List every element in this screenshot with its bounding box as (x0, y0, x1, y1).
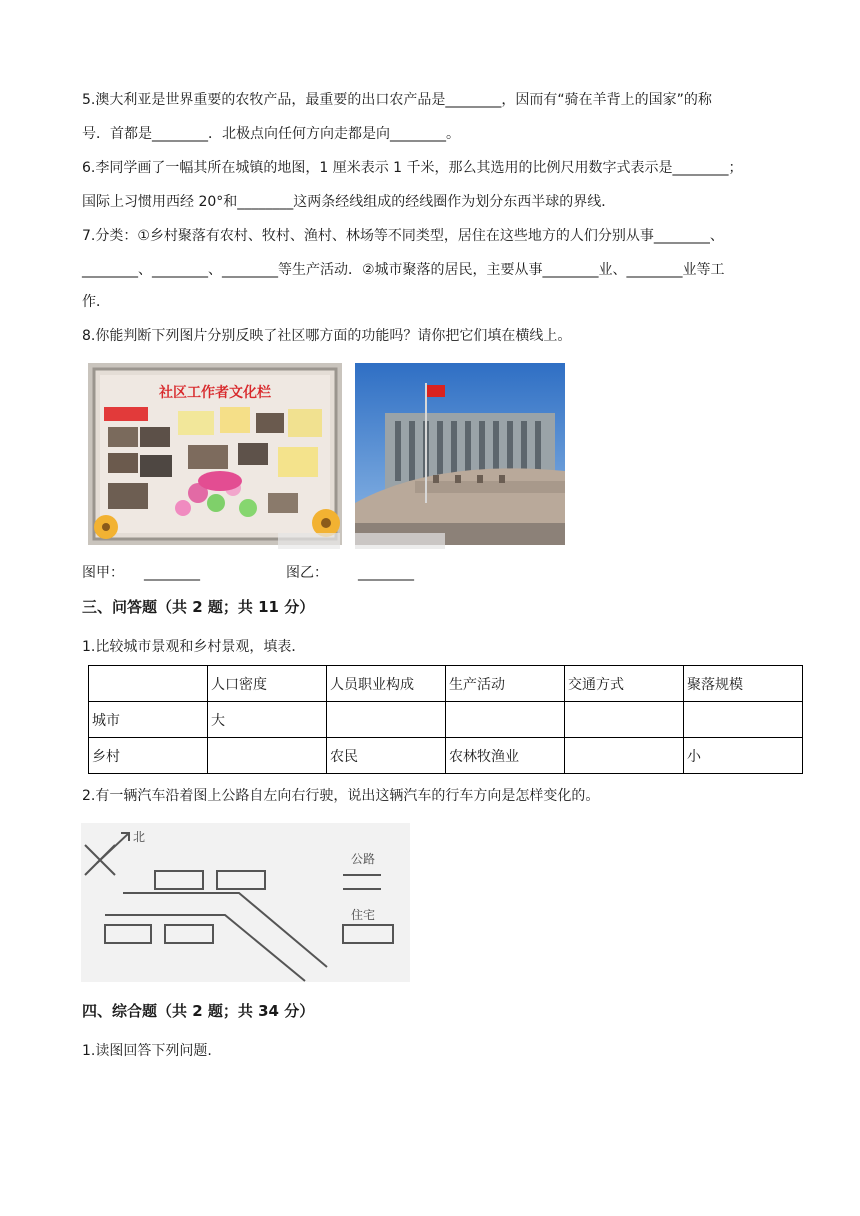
q6-line-2: 国际上习惯用西经 20°和________这两条经线组成的经线圈作为划分东西半球的界线． (82, 194, 616, 210)
legend-road-label: 公路 (351, 852, 376, 866)
q5-line-2: 号．首都是________．北极点向任何方向走都是向________。 (82, 126, 460, 142)
table-header-cell: 交通方式 (565, 666, 684, 702)
table-header-cell: 人口密度 (208, 666, 327, 702)
q6-line-1: 6.李同学画了一幅其所在城镇的地图，1 厘米表示 1 千米，那么其选用的比例尺用数字式表示是________； (82, 160, 743, 176)
board-title: 社区工作者文化栏 (159, 385, 271, 401)
photo-community-board (88, 363, 342, 545)
table-row (89, 738, 803, 774)
table-cell (565, 702, 684, 738)
table-cell (565, 738, 684, 774)
q7-line-3: 作． (82, 294, 110, 310)
table-header-cell: 人员职业构成 (327, 666, 446, 702)
s3-q2-text: 2.有一辆汽车沿着图上公路自左向右行驶，说出这辆汽车的行车方向是怎样变化的。 (82, 788, 600, 804)
q5-line-1: 5.澳大利亚是世界重要的农牧产品，最重要的出口农产品是________，因而有“骑在羊背上的国家”的称 (82, 92, 712, 108)
q7-line-1: 7.分类：①乡村聚落有农村、牧村、渔村、林场等不同类型，居住在这些地方的人们分别从事________、 (82, 228, 724, 244)
table-cell (684, 702, 803, 738)
table-header-cell (89, 666, 208, 702)
table-cell: 农林牧渔业 (446, 738, 565, 774)
caption-photo-b: 图乙： (286, 565, 328, 581)
table-cell: 小 (684, 738, 803, 774)
table-header-cell: 聚落规模 (684, 666, 803, 702)
s3-q1-text: 1.比较城市景观和乡村景观，填表． (82, 639, 306, 655)
table-cell: 城市 (89, 702, 208, 738)
q8-question: 8.你能判断下列图片分别反映了社区哪方面的功能吗？请你把它们填在横线上。 (82, 328, 572, 344)
watermark-smudge (355, 533, 445, 549)
s4-q1-text: 1.读图回答下列问题. (82, 1043, 212, 1059)
table-cell: 乡村 (89, 738, 208, 774)
watermark-smudge (278, 533, 340, 549)
table-cell: 大 (208, 702, 327, 738)
table-cell: 农民 (327, 738, 446, 774)
photo-bank-building (355, 363, 565, 545)
north-label: 北 (133, 830, 146, 844)
blank-photo-b: ________ (358, 565, 414, 581)
table-cell (327, 702, 446, 738)
comparison-table (88, 665, 803, 774)
table-row (89, 702, 803, 738)
table-cell (446, 702, 565, 738)
q7-line-2: ________、________、________等生产活动．②城市聚落的居民，主要从事________业、________业等工 (82, 262, 725, 278)
caption-photo-a: 图甲： (82, 565, 124, 581)
section-4-heading: 四、综合题（共 2 题；共 34 分） (82, 1002, 315, 1020)
legend-house-label: 住宅 (351, 908, 376, 922)
road-map-diagram (81, 823, 410, 982)
section-3-heading: 三、问答题（共 2 题；共 11 分） (82, 598, 315, 616)
blank-photo-a: ________ (144, 565, 200, 581)
table-header-row (89, 666, 803, 702)
table-cell (208, 738, 327, 774)
table-header-cell: 生产活动 (446, 666, 565, 702)
